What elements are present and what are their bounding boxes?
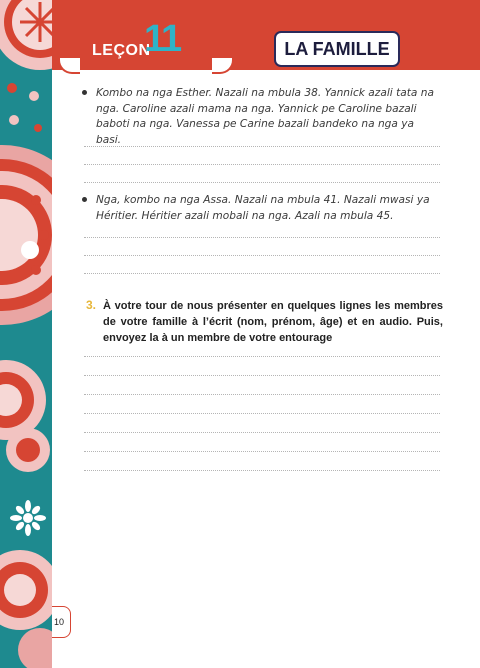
bullet-text: Nga, kombo na nga Assa. Nazali na mbula 41. Nazali mwasi ya Héritier. Héritier azali mobali na nga. Azali na mbula 45. bbox=[96, 194, 430, 222]
writing-line[interactable] bbox=[84, 146, 440, 147]
writing-line[interactable] bbox=[84, 432, 440, 433]
header-curl-left bbox=[58, 58, 80, 74]
writing-line[interactable] bbox=[84, 470, 440, 471]
lesson-number: 11 bbox=[144, 18, 181, 60]
lesson-label: LEÇON bbox=[92, 42, 151, 59]
bullet-text: Kombo na nga Esther. Nazali na mbula 38. Yannick azali tata na nga. Caroline azali mama na nga. Yannick pe Caroline bazali baboti na nga. Vanessa pe Carine bazali bandeko na nga ya basi. bbox=[96, 87, 434, 146]
bullet-item bbox=[82, 193, 442, 224]
lesson-title: LA FAMILLE bbox=[284, 38, 390, 59]
exercise-instructions: À votre tour de nous présenter en quelques lignes les membres de votre famille à l’écrit (nom, prénom, âge) et en audio. Puis, envoyez la à un membre de votre entourage bbox=[103, 300, 443, 344]
exercise-number: 3. bbox=[86, 298, 97, 312]
decorative-side-pattern bbox=[0, 0, 52, 668]
writing-line[interactable] bbox=[84, 413, 440, 414]
writing-line[interactable] bbox=[84, 375, 440, 376]
writing-line[interactable] bbox=[84, 356, 440, 357]
writing-line[interactable] bbox=[84, 237, 440, 238]
page bbox=[52, 0, 480, 668]
writing-line[interactable] bbox=[84, 451, 440, 452]
page-number: 10 bbox=[54, 617, 65, 627]
lesson-title-box bbox=[274, 31, 400, 67]
writing-line[interactable] bbox=[84, 273, 440, 274]
floral-pattern-icon bbox=[0, 0, 52, 668]
bullet-icon bbox=[82, 197, 87, 202]
bullet-icon bbox=[82, 90, 87, 95]
writing-line[interactable] bbox=[84, 182, 440, 183]
header-curl-right bbox=[212, 58, 234, 74]
writing-line[interactable] bbox=[84, 255, 440, 256]
bullet-item bbox=[82, 86, 442, 148]
writing-line[interactable] bbox=[84, 164, 440, 165]
writing-line[interactable] bbox=[84, 394, 440, 395]
